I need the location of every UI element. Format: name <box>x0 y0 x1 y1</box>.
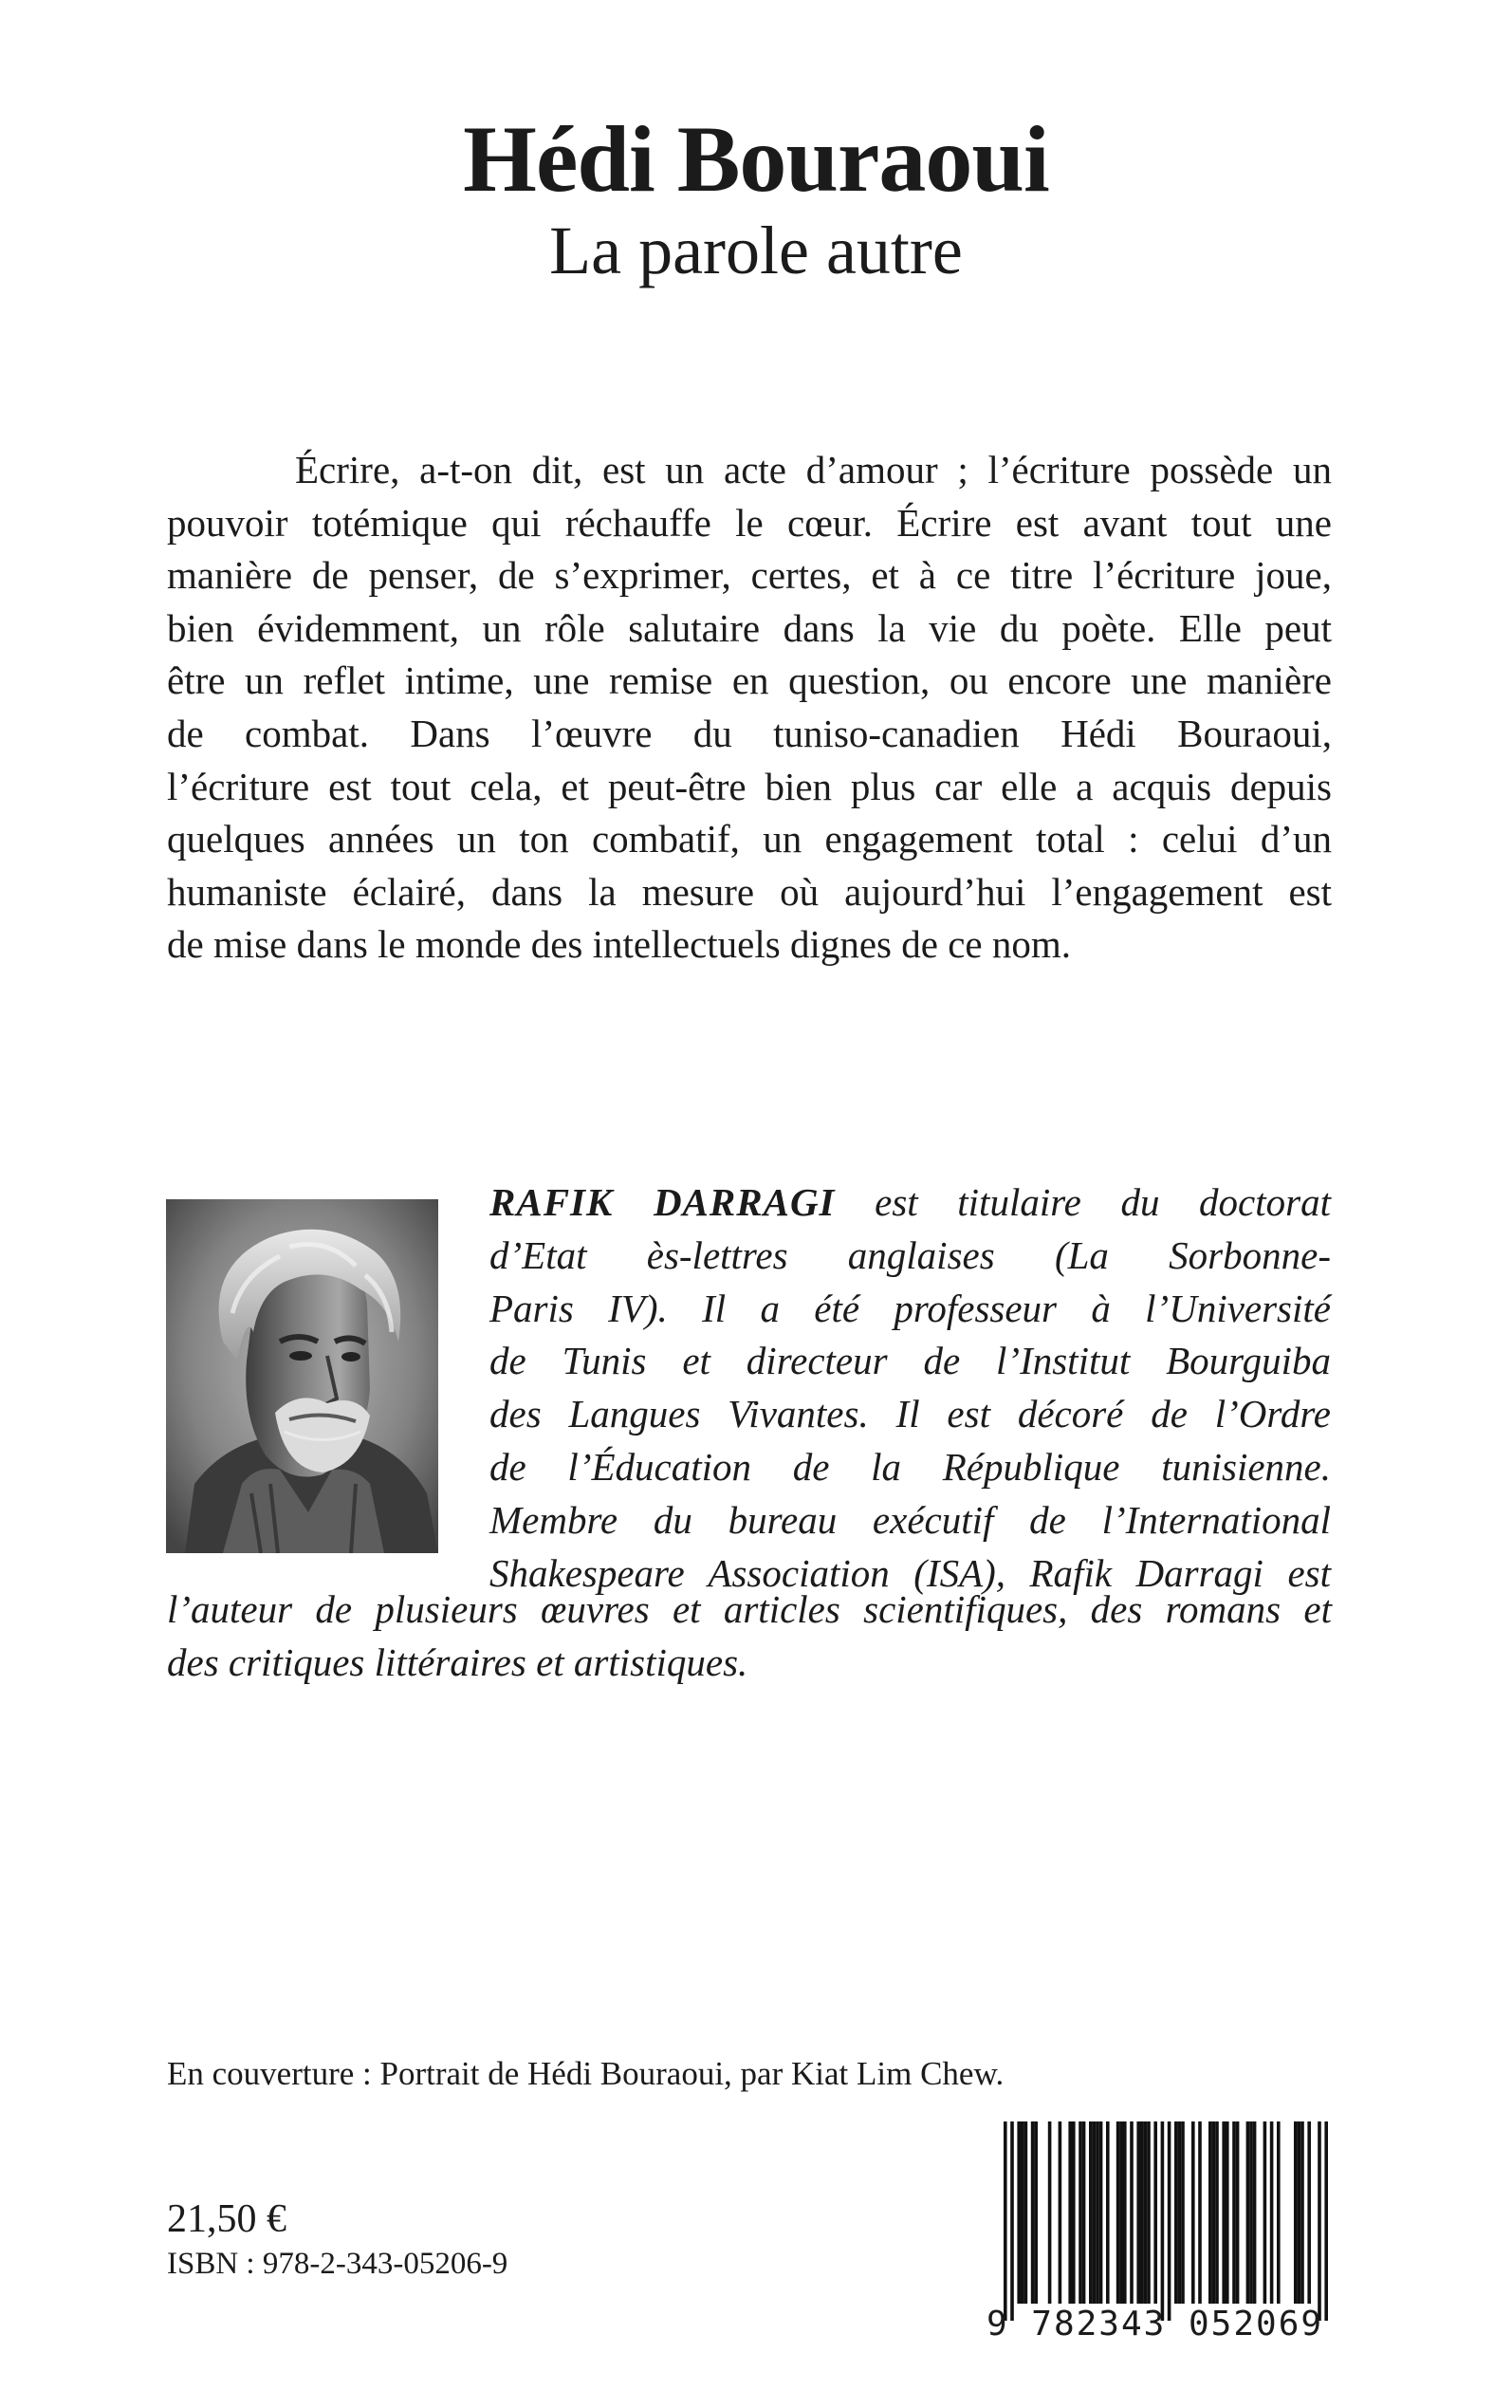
barcode-bar <box>1232 2121 1236 2304</box>
book-subtitle: La parole autre <box>549 213 963 288</box>
barcode-bar <box>1215 2121 1219 2304</box>
barcode-bar <box>1079 2121 1082 2304</box>
cover-credit: En couverture : Portrait de Hédi Bouraoui, par Kiat Lim Chew. <box>167 2055 1005 2092</box>
barcode-bar <box>1208 2121 1212 2304</box>
barcode-bar <box>1270 2121 1274 2304</box>
bio-line: Paris IV). Il a été professeur à l’Université <box>489 1286 1331 1330</box>
blurb-line: être un reflet intime, une remise en question, ou encore une manière <box>167 658 1332 703</box>
barcode-bar <box>1099 2121 1103 2304</box>
barcode-bar <box>1144 2121 1148 2304</box>
barcode-bar <box>1004 2121 1007 2321</box>
barcode-bar <box>1294 2121 1298 2304</box>
barcode-bar <box>1298 2121 1301 2304</box>
bio-line: Membre du bureau exécutif de l’International <box>489 1497 1331 1542</box>
bio-line-text: est titulaire du doctorat <box>835 1180 1331 1224</box>
barcode-bar <box>1198 2121 1202 2304</box>
author-bio-full <box>167 1584 1332 1690</box>
barcode-bar <box>1017 2121 1021 2304</box>
blurb-line: manière de penser, de s’exprimer, certes, et à ce titre l’écriture joue, <box>167 553 1332 598</box>
bio-line: de Tunis et directeur de l’Institut Bourguiba <box>489 1339 1331 1383</box>
blurb-text <box>167 444 1332 972</box>
barcode-bar <box>1153 2121 1157 2304</box>
barcode-bar <box>1174 2121 1178 2304</box>
author-name: RAFIK DARRAGI <box>489 1180 836 1224</box>
barcode-bar <box>1031 2121 1035 2304</box>
barcode-bar <box>1021 2121 1024 2304</box>
barcode-bar <box>1191 2121 1195 2304</box>
bio-line: des Langues Vivantes. Il est décoré de l’Ordre <box>489 1392 1331 1436</box>
barcode-bar <box>1072 2121 1076 2304</box>
barcode-bar <box>1307 2121 1311 2304</box>
blurb-line: l’écriture est tout cela, et peut-être bien plus car elle a acquis depuis <box>167 764 1332 808</box>
bio-line: Shakespeare Association (ISA), Rafik Darragi est <box>489 1550 1331 1595</box>
isbn: ISBN : 978-2-343-05206-9 <box>167 2247 508 2281</box>
barcode-bar <box>1212 2121 1216 2304</box>
barcode-bar <box>1048 2121 1052 2304</box>
barcode-bar <box>1010 2121 1014 2321</box>
barcode-bar <box>1318 2121 1321 2321</box>
barcode-bar <box>1263 2121 1267 2304</box>
barcode-bar <box>1106 2121 1110 2304</box>
barcode-bar <box>1324 2121 1328 2321</box>
barcode-bar <box>1246 2121 1250 2304</box>
barcode-bar <box>1181 2121 1185 2304</box>
barcode-digits: 9 782343 052069 <box>986 2305 1324 2343</box>
barcode-bar <box>1277 2121 1281 2304</box>
barcode-bar <box>1178 2121 1182 2304</box>
blurb-line: bien évidemment, un rôle salutaire dans la vie du poète. Elle peut <box>167 605 1332 650</box>
book-title: Hédi Bouraoui <box>463 106 1049 212</box>
barcode-bar <box>1161 2121 1165 2321</box>
barcode-bar <box>1059 2121 1062 2304</box>
blurb-line: Écrire, a-t-on dit, est un acte d’amour ; l’écriture possède un <box>295 448 1332 491</box>
bio-line: des critiques littéraires et artistiques. <box>167 1639 748 1684</box>
barcode-bar <box>1093 2121 1097 2304</box>
barcode-bar <box>1222 2121 1226 2304</box>
bio-line: l’auteur de plusieurs œuvres et articles scientifiques, des romans et <box>167 1587 1332 1631</box>
barcode-bar <box>1123 2121 1127 2304</box>
blurb-line: humaniste éclairé, dans la mesure où aujourd’hui l’engagement est <box>167 869 1332 914</box>
barcode-bar <box>1249 2121 1253 2304</box>
barcode-bar <box>1024 2121 1028 2304</box>
barcode-bar <box>1034 2121 1038 2304</box>
barcode-bar <box>1136 2121 1140 2304</box>
barcode-bar <box>1300 2121 1304 2304</box>
barcode-bar <box>1082 2121 1086 2304</box>
barcode-bar <box>1226 2121 1229 2304</box>
barcode-bar <box>1130 2121 1134 2304</box>
barcode-bar <box>1119 2121 1123 2304</box>
barcode-bar <box>1068 2121 1072 2304</box>
barcode-bar <box>1147 2121 1151 2304</box>
barcode-bar <box>1236 2121 1240 2304</box>
bio-line: de l’Éducation de la République tunisienne. <box>489 1444 1331 1489</box>
author-bio-right <box>489 1176 1331 1600</box>
barcode-bar <box>1116 2121 1120 2304</box>
blurb-line: de mise dans le monde des intellectuels dignes de ce nom. <box>167 922 1071 967</box>
barcode-bar <box>1096 2121 1099 2304</box>
bio-line <box>489 1176 1331 1230</box>
blurb-line: pouvoir totémique qui réchauffe le cœur. Écrire est avant tout une <box>167 500 1332 545</box>
bio-line: d’Etat ès-lettres anglaises (La Sorbonne- <box>489 1232 1331 1277</box>
barcode-bar <box>1140 2121 1144 2304</box>
blurb-line: quelques années un ton combatif, un engagement total : celui d’un <box>167 817 1332 861</box>
blurb-line: de combat. Dans l’œuvre du tuniso-canadien Hédi Bouraoui, <box>167 711 1332 755</box>
barcode-bar <box>1253 2121 1257 2304</box>
barcode-bar <box>1168 2121 1171 2321</box>
price: 21,50 € <box>167 2197 286 2241</box>
author-portrait-photo <box>166 1199 438 1553</box>
barcode-bar <box>1089 2121 1093 2304</box>
